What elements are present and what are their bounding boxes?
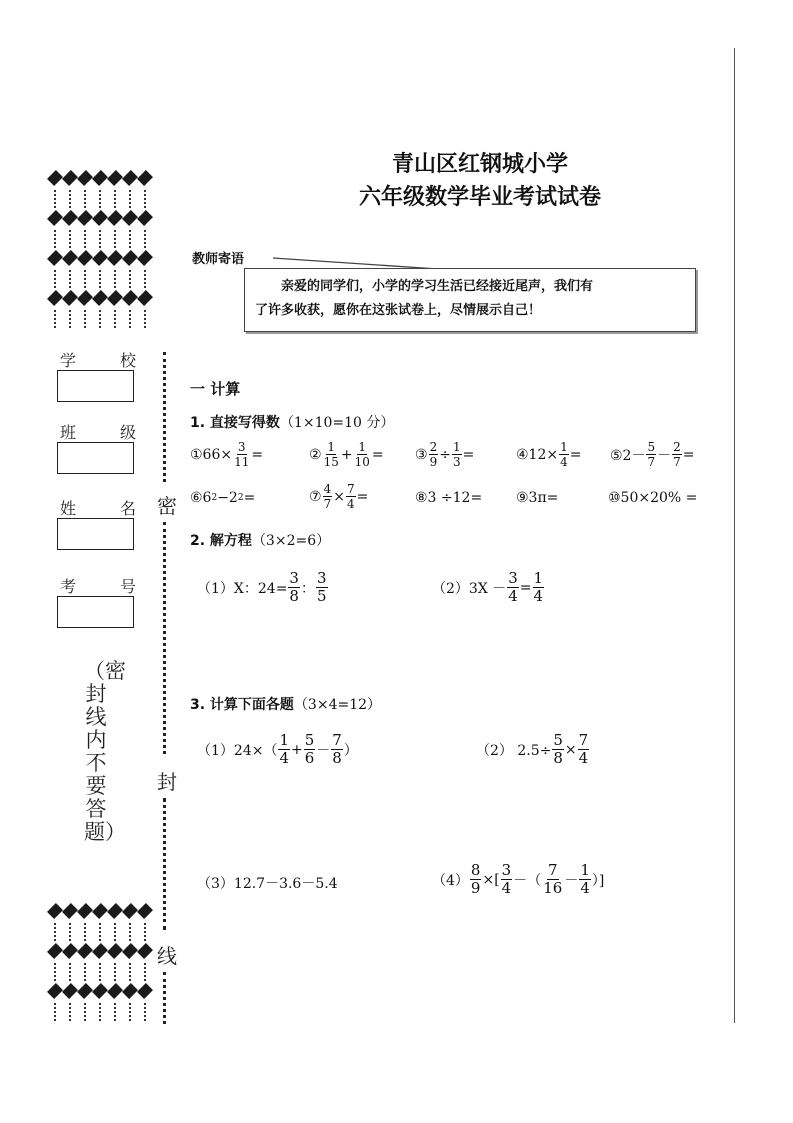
class-field[interactable] [57, 442, 134, 474]
exam-number-field[interactable] [57, 596, 134, 628]
equation-1: （1）X：24= $\frac{3}{8}$ ： $\frac{3}{5}$ [197, 569, 327, 605]
problem-8: ⑧3 ÷12= [415, 490, 483, 506]
right-margin-rule [734, 48, 735, 1023]
calc-2: （2） 2.5÷ $\frac{5}{8}$ × $\frac{7}{4}$ [476, 731, 589, 767]
problem-5: ⑤2－ $\frac{5}{7}$ － $\frac{2}{7}$ = [610, 440, 695, 469]
seal-char-1: 密 [157, 494, 177, 518]
class-label: 班 级 [60, 423, 136, 442]
problem-4: ④12× $\frac{1}{4}$ = [516, 440, 582, 469]
part2-title: 2. 解方程（3×2=6） [190, 533, 331, 549]
section-heading: 一 计算 [190, 380, 241, 398]
calc-4: （4） $\frac{8}{9}$ ×[ $\frac{3}{4}$ －（ $\frac{7}{16}$ － $\frac{1}{4}$ ）] [432, 861, 605, 897]
problem-10: ⑩50×20% = [608, 490, 698, 506]
calc-1: （1）24×（ $\frac{1}{4}$ + $\frac{5}{6}$ － $\frac{7}{8}$ ） [197, 731, 358, 767]
teacher-message-label: 教师寄语 [192, 252, 245, 267]
diamond-border-top [48, 170, 158, 330]
seal-line-dots [163, 522, 174, 754]
school-field[interactable] [57, 370, 134, 402]
school-title: 青山区红钢城小学 [391, 152, 568, 177]
name-field[interactable] [57, 518, 134, 550]
seal-char-3: 线 [157, 944, 177, 968]
teacher-message-box [244, 268, 696, 332]
equation-2: （2）3X － $\frac{3}{4}$ = $\frac{1}{4}$ [432, 569, 544, 605]
part3-title: 3. 计算下面各题（3×4=12） [190, 697, 382, 713]
seal-char-2: 封 [157, 770, 177, 794]
problem-6: ⑥6 2 −2 2 = [190, 490, 256, 506]
seal-line-dots [163, 798, 174, 930]
calc-3: （3）12.7－3.6－5.4 [197, 876, 338, 892]
exam-number-label: 考 号 [60, 577, 136, 596]
diamond-border-bottom [48, 903, 158, 1023]
name-label: 姓 名 [60, 499, 136, 518]
seal-line-dots [163, 972, 174, 1024]
teacher-message-line2: 了许多收获，愿你在这张试卷上，尽情展示自己！ [255, 303, 542, 318]
exam-title: 六年级数学毕业考试试卷 [358, 185, 601, 210]
school-label: 学 校 [60, 351, 136, 370]
seal-warning-note: （密封线内不要答题） [84, 659, 126, 844]
problem-2: ② $\frac{1}{15}$ + $\frac{1}{10}$ = [309, 440, 384, 469]
seal-line-dots [163, 352, 174, 482]
problem-1: ①66× $\frac{3}{11}$ = [190, 440, 264, 469]
problem-3: ③ $\frac{2}{9}$ ÷ $\frac{1}{3}$ = [415, 440, 475, 469]
problem-9: ⑨3π= [516, 490, 559, 506]
part1-title: 1. 直接写得数（1×10=10 分） [190, 415, 395, 431]
problem-7: ⑦ $\frac{4}{7}$ × $\frac{7}{4}$ = [309, 482, 369, 511]
teacher-message-line1: 亲爱的同学们，小学的学习生活已经接近尾声，我们有 [281, 279, 594, 294]
